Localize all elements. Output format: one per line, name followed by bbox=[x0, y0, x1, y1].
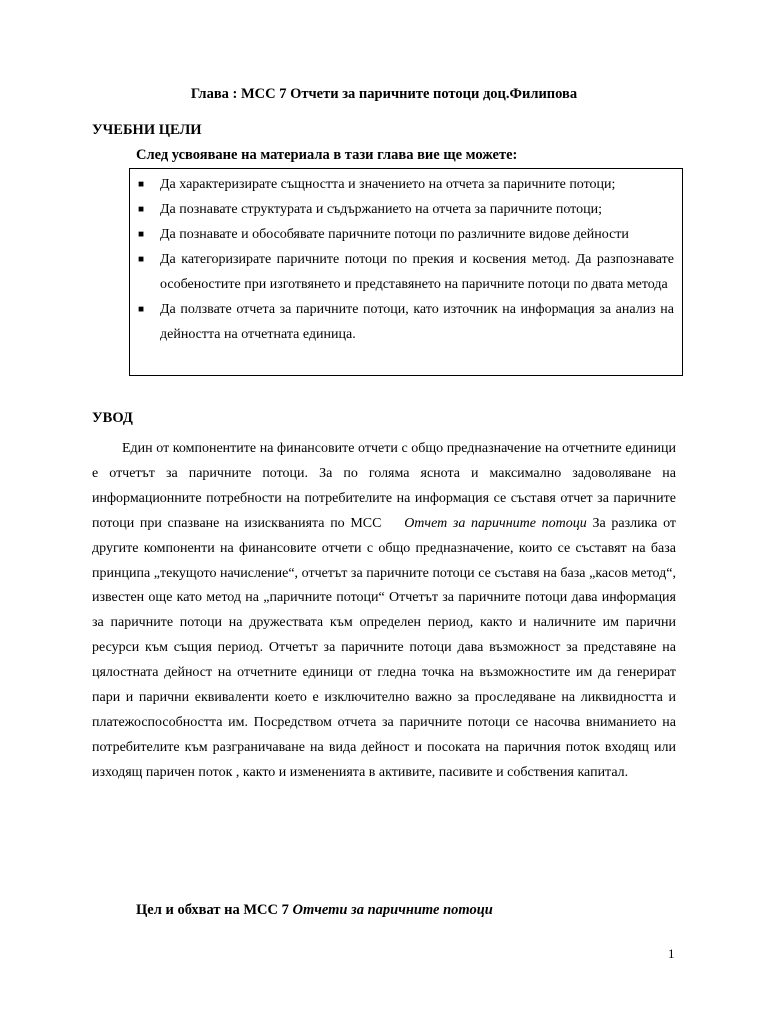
learning-goals-intro: След усвояване на материала в тази глава вие ще можете: bbox=[136, 147, 518, 163]
list-item bbox=[138, 197, 674, 222]
page-number: 1 bbox=[668, 946, 675, 961]
document-title: Глава : МСС 7 Отчети за паричните потоци доц.Филипова bbox=[190, 86, 578, 102]
scope-heading-italic: Отчети за паричните потоци bbox=[292, 902, 493, 918]
list-item-text: Да ползвате отчета за паричните потоци, като източник на информация за анализ на дейността на отчетната единица. bbox=[160, 302, 674, 342]
intro-heading: УВОД bbox=[92, 410, 133, 426]
intro-paragraph-italic: Отчет за паричните потоци bbox=[404, 515, 587, 531]
list-item bbox=[138, 172, 674, 197]
square-bullet-icon: ■ bbox=[138, 179, 145, 190]
scope-heading-bold: Цел и обхват на МСС 7 bbox=[136, 902, 289, 918]
intro-paragraph-part2: За разлика от другите компоненти на финансовите отчети с общо предназначение, които се съставят на база принципа „текущото начисление“, отчетът за паричните потоци се съставя на база „касов метод“, известен още като метод на „паричните потоци“ Отчетът за паричните потоци дава информация за паричните потоци на дружествата към определен период, както и наличните им парични ресурси към същия период. Отчетът за паричните потоци дава възможност за представяне на цялостната дейност на отчетните единици от гледна точка на възможностите им да генерират пари и парични еквиваленти което е изключително важно за проследяване на ликвидността и платежоспособността им. Посредством отчета за паричните потоци се насочва вниманието на потребителите към разграничаване на вида дейност и посоката на паричния поток входящ или изходящ паричен поток , както и измененията в активите, пасивите и собствения капитал. bbox=[92, 515, 677, 780]
learning-goals-list bbox=[138, 172, 674, 347]
square-bullet-icon: ■ bbox=[138, 304, 145, 315]
list-item bbox=[138, 247, 674, 297]
list-item-text: Да познавате и обособявате паричните потоци по различните видове дейности bbox=[160, 227, 629, 242]
learning-goals-heading: УЧЕБНИ ЦЕЛИ bbox=[92, 122, 202, 138]
list-item bbox=[138, 297, 674, 347]
intro-paragraph-part1: Един от компонентите на финансовите отчети с общо предназначение на отчетните единици е отчетът за паричните потоци. За по голяма яснота и максимално задоволяване на информационните потребности на потребителите на информация се съставя отчет за паричните потоци при спазване на изискванията по МСС bbox=[92, 441, 676, 531]
scope-heading bbox=[136, 902, 493, 919]
list-item-text: Да познавате структурата и съдържанието на отчета за паричните потоци; bbox=[160, 202, 602, 217]
intro-paragraph bbox=[92, 437, 676, 786]
list-item-text: Да характеризирате същността и значението на отчета за паричните потоци; bbox=[160, 177, 616, 192]
square-bullet-icon: ■ bbox=[138, 229, 145, 240]
learning-goals-box bbox=[129, 168, 683, 376]
list-item bbox=[138, 222, 674, 247]
square-bullet-icon: ■ bbox=[138, 204, 145, 215]
list-item-text: Да категоризирате паричните потоци по прекия и косвения метод. Да разпознавате особеностите при изготвянето и представянето на паричните потоци по двата метода bbox=[160, 252, 674, 292]
square-bullet-icon: ■ bbox=[138, 254, 145, 265]
